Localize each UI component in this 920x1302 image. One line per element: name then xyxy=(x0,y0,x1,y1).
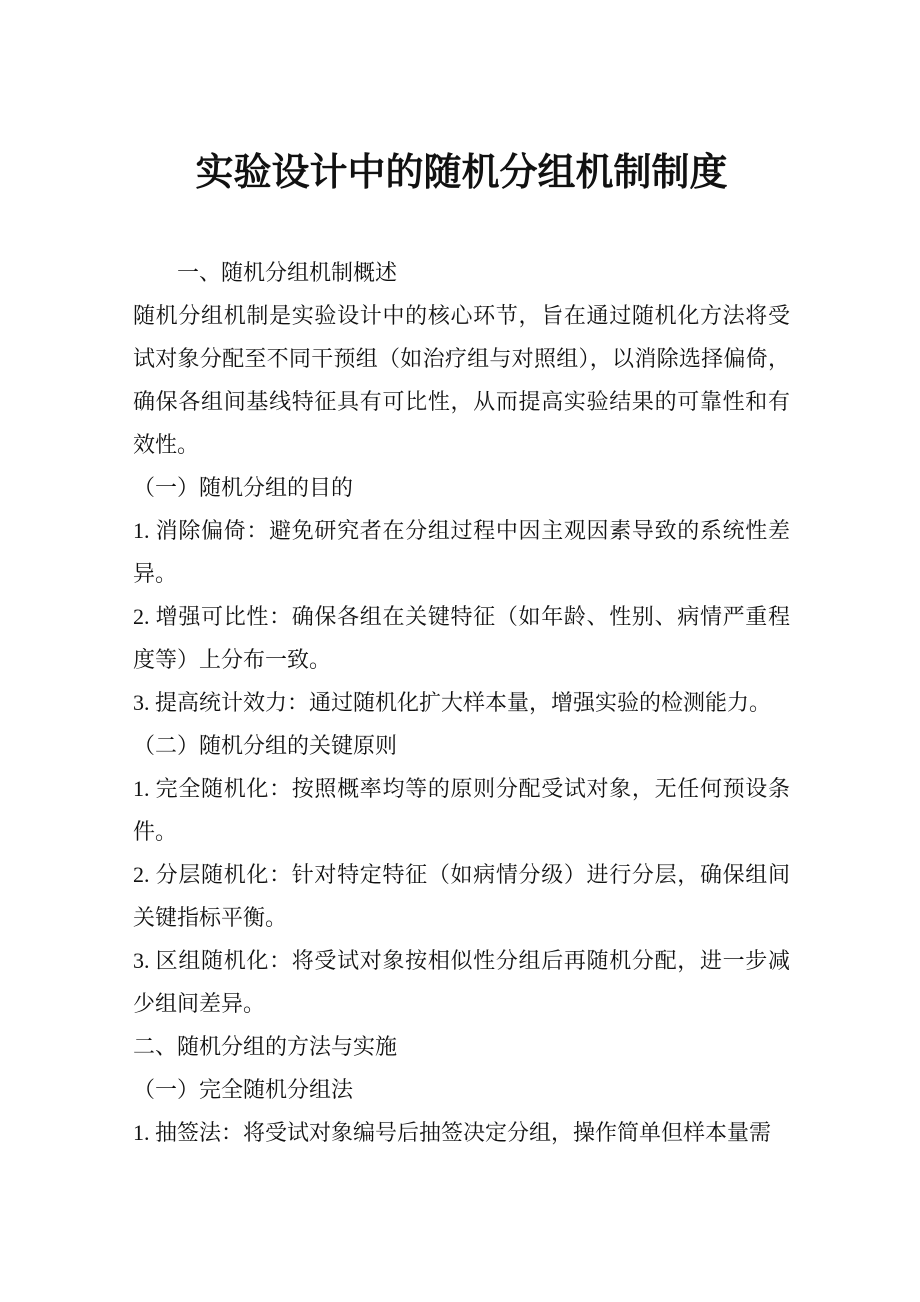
document-body xyxy=(133,251,790,1154)
paragraph: 1. 消除偏倚：避免研究者在分组过程中因主观因素导致的系统性差异。 xyxy=(133,518,790,586)
paragraph: 1. 完全随机化：按照概率均等的原则分配受试对象，无任何预设条件。 xyxy=(133,776,790,844)
paragraph: 随机分组机制是实验设计中的核心环节，旨在通过随机化方法将受试对象分配至不同干预组（如治疗组与对照组），以消除选择偏倚，确保各组间基线特征具有可比性，从而提高实验结果的可靠性和有效性。 xyxy=(133,303,790,457)
paragraph: （一）随机分组的目的 xyxy=(133,475,354,500)
paragraph: 3. 提高统计效力：通过随机化扩大样本量，增强实验的检测能力。 xyxy=(133,690,772,715)
paragraph: 3. 区组随机化：将受试对象按相似性分组后再随机分配，进一步减少组间差异。 xyxy=(133,948,790,1016)
paragraph: 1. 抽签法：将受试对象编号后抽签决定分组，操作简单但样本量需 xyxy=(133,1120,772,1145)
paragraph: 2. 增强可比性：确保各组在关键特征（如年龄、性别、病情严重程度等）上分布一致。 xyxy=(133,604,790,672)
document-title: 实验设计中的随机分组机制制度 xyxy=(195,152,728,194)
paragraph: （一）完全随机分组法 xyxy=(133,1077,354,1102)
paragraph: 一、随机分组机制概述 xyxy=(177,260,398,285)
paragraph: （二）随机分组的关键原则 xyxy=(133,733,398,758)
paragraph: 2. 分层随机化：针对特定特征（如病情分级）进行分层，确保组间关键指标平衡。 xyxy=(133,862,790,930)
paragraph: 二、随机分组的方法与实施 xyxy=(133,1034,398,1059)
